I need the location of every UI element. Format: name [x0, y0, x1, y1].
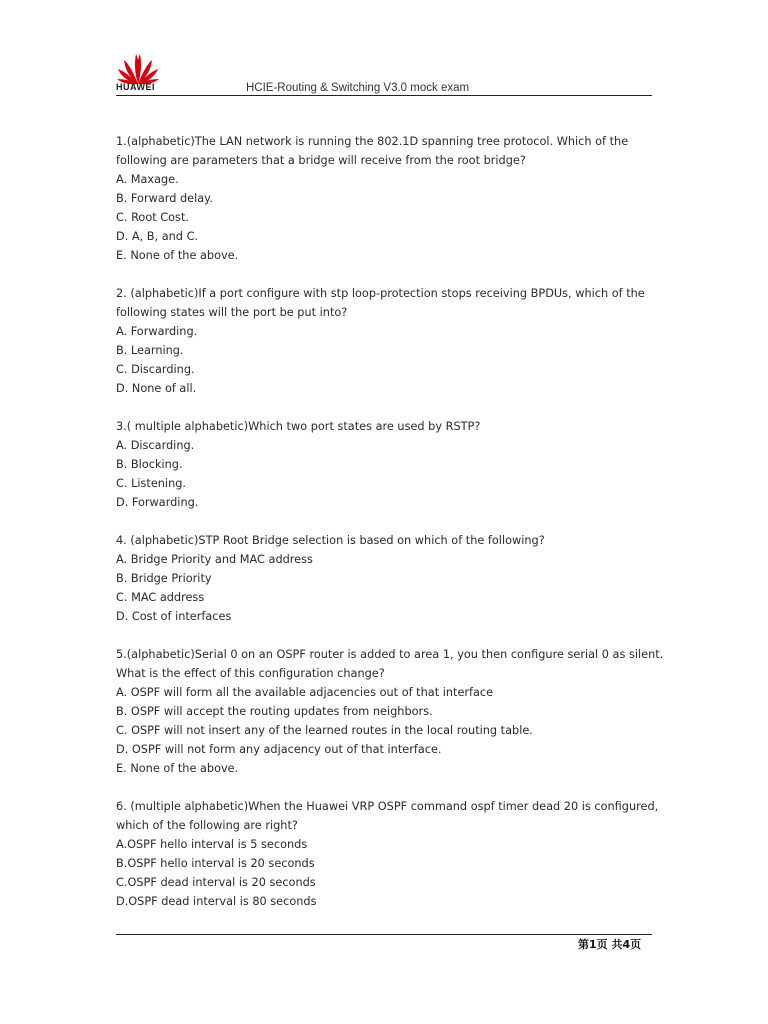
- answer-option: C. MAC address: [116, 591, 205, 604]
- question-text: What is the effect of this configuration change?: [116, 667, 385, 680]
- question-text: following states will the port be put into?: [116, 306, 348, 319]
- header-title: HCIE-Routing & Switching V3.0 mock exam: [246, 82, 470, 94]
- page-number: 第1页 共4页: [578, 938, 642, 951]
- answer-option: A. Maxage.: [116, 173, 179, 186]
- question-2: [116, 284, 656, 398]
- answer-option: D.OSPF dead interval is 80 seconds: [116, 895, 317, 908]
- answer-option: D. Cost of interfaces: [116, 610, 232, 623]
- answer-option: D. A, B, and C.: [116, 230, 199, 243]
- question-text: which of the following are right?: [116, 819, 298, 832]
- question-4: [116, 531, 656, 626]
- answer-option: E. None of the above.: [116, 762, 239, 775]
- answer-option: A. Bridge Priority and MAC address: [116, 553, 313, 566]
- footer-divider: [116, 934, 652, 935]
- answer-option: C. Discarding.: [116, 363, 195, 376]
- answer-option: A. Forwarding.: [116, 325, 198, 338]
- answer-option: D. OSPF will not form any adjacency out of that interface.: [116, 743, 442, 756]
- question-text: 4. (alphabetic)STP Root Bridge selection is based on which of the following?: [116, 534, 545, 547]
- answer-option: A. Discarding.: [116, 439, 195, 452]
- answer-option: B. Forward delay.: [116, 192, 213, 205]
- answer-option: B. OSPF will accept the routing updates from neighbors.: [116, 705, 433, 718]
- question-text: 1.(alphabetic)The LAN network is running the 802.1D spanning tree protocol. Which of the: [116, 135, 629, 148]
- question-6: [116, 797, 659, 911]
- header-divider: [116, 95, 652, 96]
- question-5: [116, 645, 664, 778]
- answer-option: A. OSPF will form all the available adjacencies out of that interface: [116, 686, 494, 699]
- question-1: [116, 132, 656, 265]
- question-text: 3.( multiple alphabetic)Which two port states are used by RSTP?: [116, 420, 481, 433]
- question-text: 2. (alphabetic)If a port configure with stp loop-protection stops receiving BPDUs, which of the: [116, 287, 645, 300]
- answer-option: C. Listening.: [116, 477, 186, 490]
- question-text: 5.(alphabetic)Serial 0 on an OSPF router is added to area 1, you then configure serial 0 as silent.: [116, 648, 664, 661]
- answer-option: C.OSPF dead interval is 20 seconds: [116, 876, 316, 889]
- answer-option: A.OSPF hello interval is 5 seconds: [116, 838, 308, 851]
- answer-option: B. Blocking.: [116, 458, 183, 471]
- answer-option: C. Root Cost.: [116, 211, 189, 224]
- answer-option: B. Learning.: [116, 344, 184, 357]
- question-text: following are parameters that a bridge will receive from the root bridge?: [116, 154, 526, 167]
- answer-option: E. None of the above.: [116, 249, 239, 262]
- answer-option: C. OSPF will not insert any of the learned routes in the local routing table.: [116, 724, 533, 737]
- page-header: [116, 44, 652, 96]
- question-3: [116, 417, 656, 512]
- answer-option: D. Forwarding.: [116, 496, 199, 509]
- answer-option: B.OSPF hello interval is 20 seconds: [116, 857, 315, 870]
- question-text: 6. (multiple alphabetic)When the Huawei VRP OSPF command ospf timer dead 20 is configured,: [116, 800, 659, 813]
- exam-content: [116, 132, 664, 930]
- answer-option: D. None of all.: [116, 382, 197, 395]
- answer-option: B. Bridge Priority: [116, 572, 212, 585]
- logo-wordmark: HUAWEI: [116, 82, 155, 92]
